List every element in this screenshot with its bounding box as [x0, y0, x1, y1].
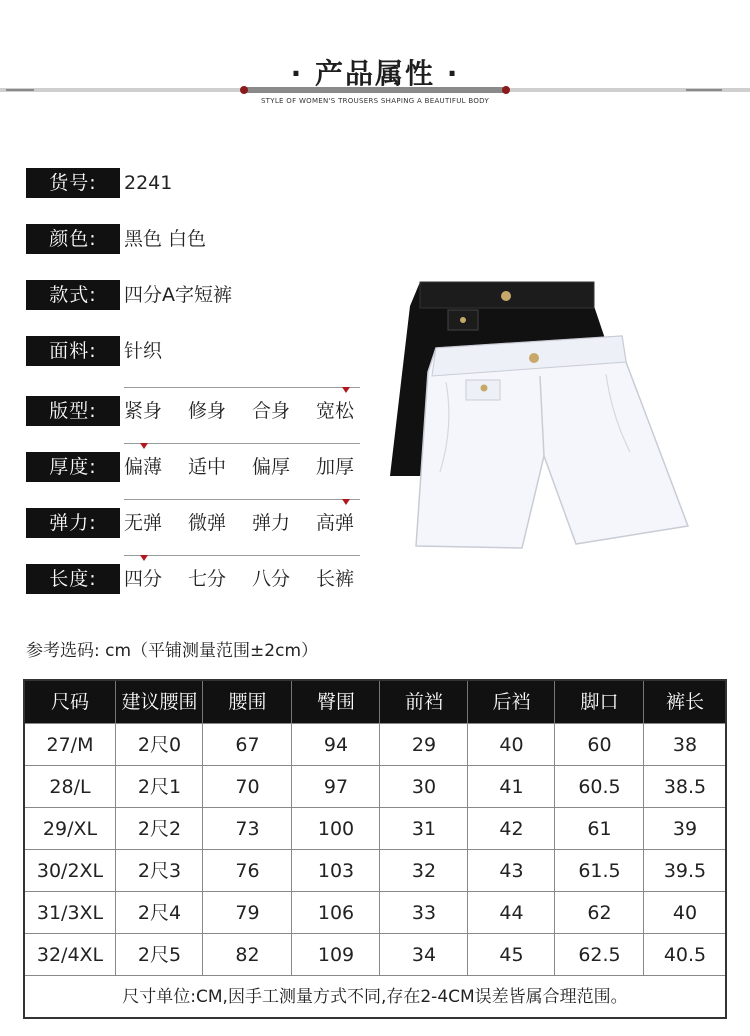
- option-medium: 适中: [188, 456, 227, 478]
- table-row: [25, 891, 725, 934]
- table-cell: 29: [379, 724, 468, 766]
- attribute-label: 颜色:: [26, 224, 120, 254]
- table-cell: 32: [379, 850, 468, 892]
- attribute-label: 厚度:: [26, 452, 120, 482]
- attribute-value: 2241: [124, 172, 173, 194]
- table-cell: 31: [379, 808, 468, 850]
- table-cell: 27/M: [46, 734, 94, 756]
- option-quarter: 四分: [124, 568, 163, 590]
- table-cell: 61: [554, 808, 644, 850]
- table-row: [25, 807, 725, 850]
- attribute-label: 面料:: [26, 336, 120, 366]
- table-cell: 70: [202, 766, 292, 808]
- selected-marker-icon: [342, 499, 350, 505]
- table-cell: 76: [202, 850, 292, 892]
- option-rule: [124, 499, 360, 500]
- option-seven-tenths: 七分: [188, 568, 227, 590]
- table-cell: 41: [467, 766, 555, 808]
- page-title: · 产品属性 ·: [290, 57, 460, 90]
- option-full-length: 长裤: [316, 568, 355, 590]
- header-back-rise: 后裆: [467, 681, 555, 723]
- table-row: [25, 723, 725, 766]
- option-slight-stretch: 微弹: [188, 512, 227, 534]
- option-group: [124, 508, 360, 538]
- table-cell: 39: [643, 808, 726, 850]
- option-eight-tenths: 八分: [252, 568, 291, 590]
- table-cell: 62.5: [554, 934, 644, 976]
- table-row: [25, 933, 725, 976]
- header-size: 尺码: [50, 691, 89, 713]
- table-cell: 97: [291, 766, 380, 808]
- selected-marker-icon: [140, 443, 148, 449]
- option-regular: 合身: [252, 400, 291, 422]
- table-cell: 40.5: [643, 934, 726, 976]
- table-cell: 44: [467, 892, 555, 934]
- table-cell: 29/XL: [42, 818, 98, 840]
- attribute-label: 款式:: [26, 280, 120, 310]
- table-row: [25, 765, 725, 808]
- option-group: [124, 396, 360, 426]
- table-cell: 2尺5: [115, 934, 203, 976]
- table-cell: 100: [291, 808, 380, 850]
- table-cell: 32/4XL: [36, 944, 104, 966]
- option-group: [124, 452, 360, 482]
- option-rule: [124, 443, 360, 444]
- table-cell: 60.5: [554, 766, 644, 808]
- table-cell: 103: [291, 850, 380, 892]
- attribute-value: 黑色 白色: [124, 228, 207, 250]
- table-header: [25, 681, 725, 723]
- table-cell: 38: [643, 724, 726, 766]
- attribute-label: 货号:: [26, 168, 120, 198]
- size-reference-note: 参考选码: cm（平铺测量范围±2cm）: [26, 641, 319, 661]
- table-cell: 34: [379, 934, 468, 976]
- table-cell: 79: [202, 892, 292, 934]
- option-rule: [124, 555, 360, 556]
- header-front-rise: 前裆: [379, 681, 468, 723]
- table-cell: 38.5: [643, 766, 726, 808]
- table-cell: 42: [467, 808, 555, 850]
- option-loose: 宽松: [316, 400, 355, 422]
- table-cell: 40: [643, 892, 726, 934]
- table-cell: 31/3XL: [36, 902, 104, 924]
- option-stretch: 弹力: [252, 512, 291, 534]
- table-cell: 82: [202, 934, 292, 976]
- table-cell: 33: [379, 892, 468, 934]
- attribute-value: 针织: [124, 340, 163, 362]
- selected-marker-icon: [342, 387, 350, 393]
- table-cell: 62: [554, 892, 644, 934]
- page-subtitle: STYLE OF WOMEN'S TROUSERS SHAPING A BEAUTIFUL BODY: [260, 97, 490, 105]
- table-cell: 28/L: [49, 776, 91, 798]
- table-row: [25, 849, 725, 892]
- header-suggested-waist: 建议腰围: [115, 681, 203, 723]
- header-length: 裤长: [643, 681, 726, 723]
- option-tight: 紧身: [124, 400, 163, 422]
- table-cell: 2尺0: [115, 724, 203, 766]
- table-cell: 106: [291, 892, 380, 934]
- attribute-label: 版型:: [26, 396, 120, 426]
- attribute-label: 弹力:: [26, 508, 120, 538]
- table-cell: 30: [379, 766, 468, 808]
- shorts-icon: [380, 276, 710, 556]
- table-cell: 40: [467, 724, 555, 766]
- option-no-stretch: 无弹: [124, 512, 163, 534]
- option-extra-thick: 加厚: [316, 456, 355, 478]
- header-leg-opening: 脚口: [554, 681, 644, 723]
- option-high-stretch: 高弹: [316, 512, 355, 534]
- table-cell: 2尺2: [115, 808, 203, 850]
- table-footer-note: 尺寸单位:CM,因手工测量方式不同,存在2-4CM误差皆属合理范围。: [25, 975, 725, 1018]
- header-waist: 腰围: [202, 681, 292, 723]
- table-cell: 73: [202, 808, 292, 850]
- table-cell: 30/2XL: [36, 860, 104, 882]
- size-table: [23, 679, 727, 1019]
- header-hip: 臀围: [291, 681, 380, 723]
- option-thin: 偏薄: [124, 456, 163, 478]
- table-cell: 2尺4: [115, 892, 203, 934]
- table-cell: 94: [291, 724, 380, 766]
- option-thick: 偏厚: [252, 456, 291, 478]
- table-cell: 2尺3: [115, 850, 203, 892]
- option-slim: 修身: [188, 400, 227, 422]
- table-cell: 2尺1: [115, 766, 203, 808]
- table-cell: 61.5: [554, 850, 644, 892]
- selected-marker-icon: [140, 555, 148, 561]
- attribute-value: 四分A字短裤: [124, 284, 232, 306]
- option-group: [124, 564, 360, 594]
- table-cell: 109: [291, 934, 380, 976]
- table-cell: 39.5: [643, 850, 726, 892]
- table-cell: 43: [467, 850, 555, 892]
- attribute-label: 长度:: [26, 564, 120, 594]
- table-cell: 45: [467, 934, 555, 976]
- white-shorts: [416, 336, 688, 548]
- table-cell: 60: [554, 724, 644, 766]
- table-cell: 67: [202, 724, 292, 766]
- option-rule: [124, 387, 360, 388]
